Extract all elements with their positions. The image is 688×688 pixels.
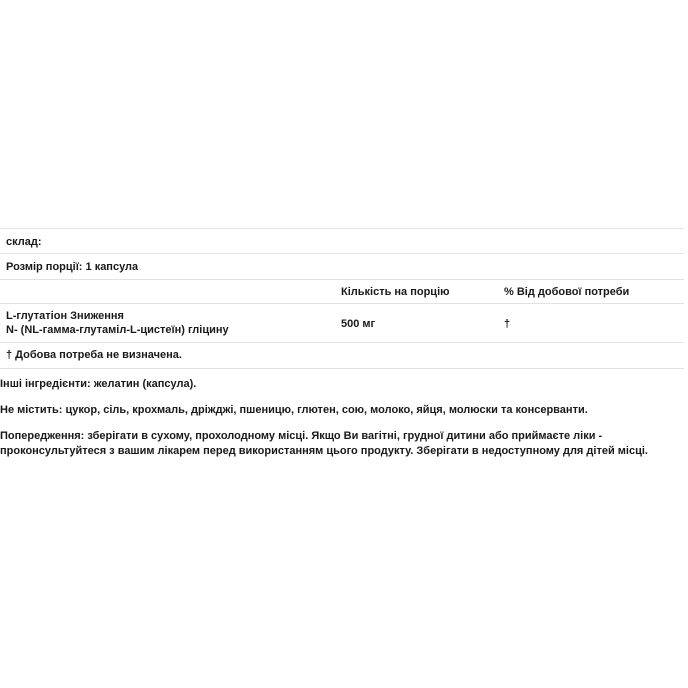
amount-per-serving-header: Кількість на порцію xyxy=(341,286,450,298)
facts-title-row xyxy=(0,228,684,254)
serving-size-row xyxy=(0,254,684,280)
ingredient-amount: 500 мг xyxy=(341,318,376,330)
facts-header-row xyxy=(0,280,684,304)
ingredient-name-line2: N- (NL-гамма-глутаміл-L-цистеїн) гліцину xyxy=(6,324,229,336)
ingredient-row xyxy=(0,304,684,343)
serving-size: Розмір порції: 1 капсула xyxy=(6,261,139,273)
daily-value-header: % Від добової потреби xyxy=(504,286,630,298)
footnote-row xyxy=(0,343,684,369)
warning-line-2: проконсультуйтеся з вашим лікарем перед використанням цього продукту. Зберігати в недоступному для дітей місці. xyxy=(0,445,648,457)
ingredient-name-line1: L-глутатіон Зниження xyxy=(6,310,124,322)
facts-title: склад: xyxy=(6,236,42,248)
supplement-facts-table xyxy=(0,228,684,369)
warning-line-1: Попередження: зберігати в сухому, прохолодному місці. Якщо Ви вагітні, грудної дитини або приймаєте ліки - xyxy=(0,430,603,442)
free-of-statement: Не містить: цукор, сіль, крохмаль, дріжджі, пшеницю, глютен, сою, молоко, яйця, молюски та консерванти. xyxy=(0,404,588,416)
other-ingredients: Інші інгредієнти: желатин (капсула). xyxy=(0,378,197,390)
ingredient-daily-value: † xyxy=(504,318,511,330)
footnote: † Добова потреба не визначена. xyxy=(6,349,182,361)
